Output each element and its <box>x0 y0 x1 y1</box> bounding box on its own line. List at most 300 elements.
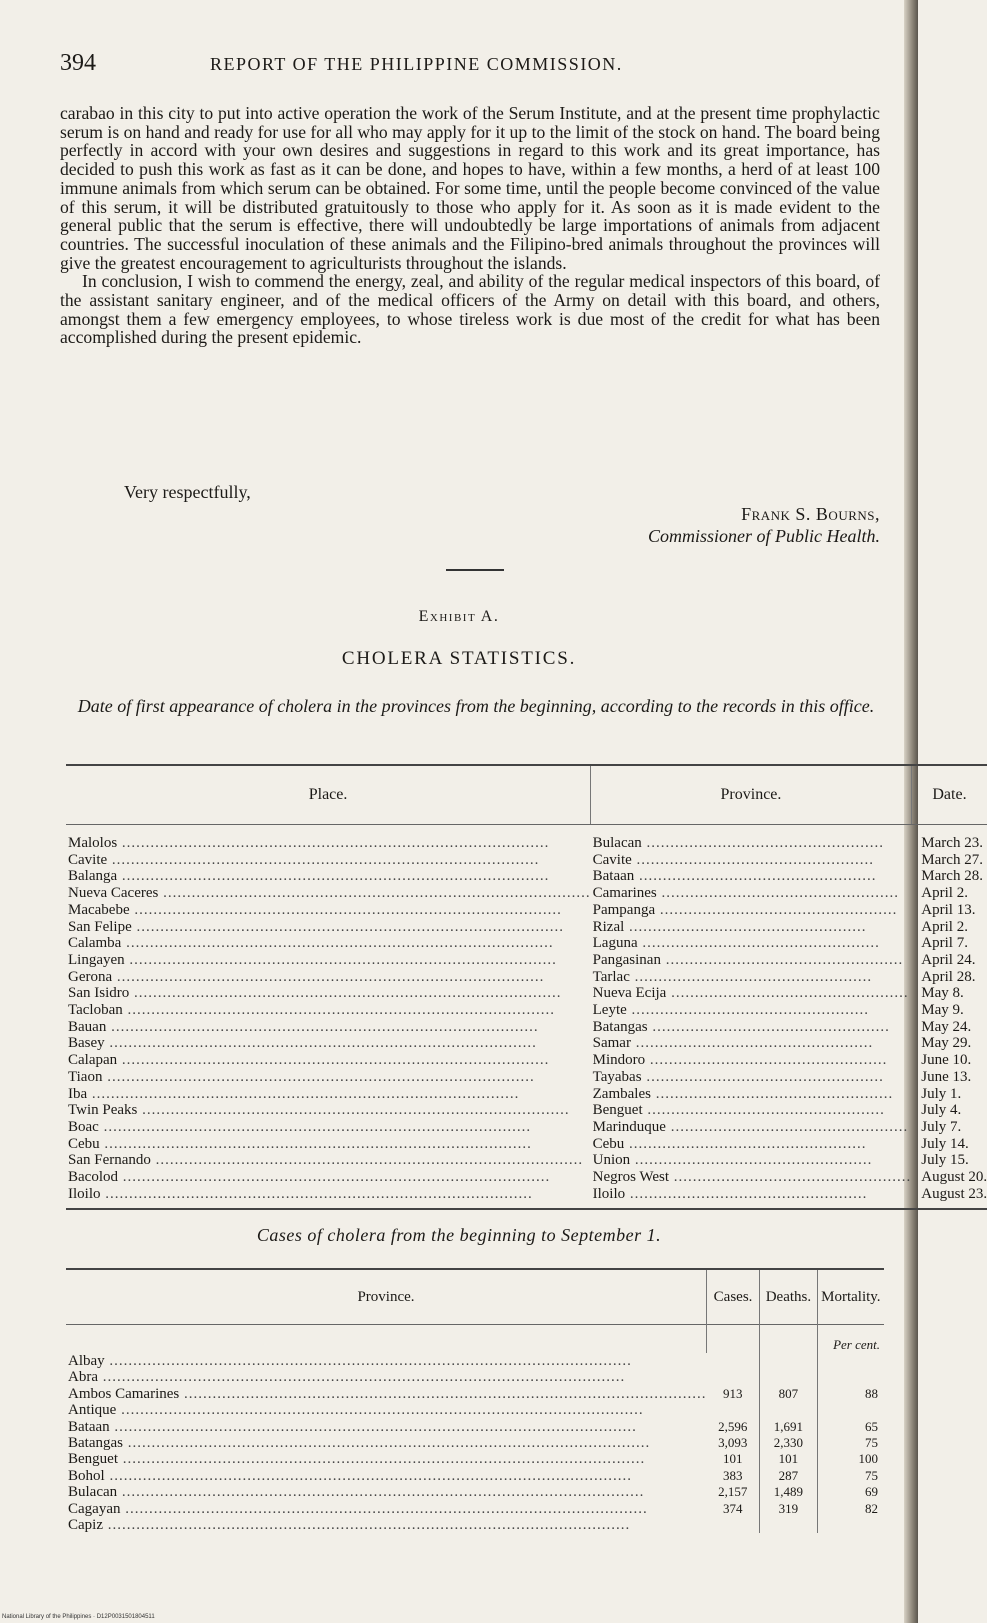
mortality-cell: 75 <box>865 1435 878 1451</box>
dot-leader: .............................................................................................................. <box>179 1385 707 1402</box>
dot-leader: .......................................................................................... <box>118 1169 551 1186</box>
place-cell <box>66 1035 591 1052</box>
province-cell <box>591 985 912 1002</box>
table-row <box>66 952 987 969</box>
province-cell <box>591 952 912 969</box>
dot-leader: .......................................................................................... <box>129 985 562 1002</box>
dot-leader: .................................................. <box>631 851 875 868</box>
province-cell-text: Tayabas <box>592 1068 642 1085</box>
deaths-cell: 287 <box>760 1468 818 1484</box>
paragraph-conclusion: In conclusion, I wish to commend the energy, zeal, and ability of the regular medical inspectors of this board, of the assistant sanitary engineer, and of the medical officers of the Army on detail with this board, and others, amongst them a few emergency employees, to whose tireless work is due most of the credit for what has been accomplished during the present epidemic. <box>60 271 880 348</box>
table-row <box>66 935 987 952</box>
province-cell-text: Bataan <box>592 868 635 885</box>
province-cell-text: Union <box>592 1152 631 1169</box>
date-cell-text: August 20. <box>921 1169 987 1186</box>
table-row <box>66 1102 987 1119</box>
place-cell-text: Iloilo <box>68 1185 101 1202</box>
mortality-cell: 65 <box>865 1418 878 1434</box>
dot-leader: .......................................................................................... <box>107 851 540 868</box>
mortality-cell <box>817 1353 884 1369</box>
first-appearance-table <box>66 764 987 1210</box>
dot-leader: .............................................................................................................. <box>118 1451 646 1468</box>
date-cell <box>911 852 987 869</box>
place-cell-text: Basey <box>68 1035 105 1052</box>
dot-leader: .................................................. <box>656 885 900 902</box>
dot-leader: .......................................................................................... <box>104 1035 537 1052</box>
date-cell <box>911 868 987 885</box>
cases-cell: 2,596 <box>706 1419 759 1435</box>
dot-leader: .................................................. <box>647 1018 890 1035</box>
dot-leader: .............................................................................................................. <box>117 1484 645 1501</box>
province-cell <box>591 902 912 919</box>
table-row <box>66 1152 987 1169</box>
table-row <box>66 969 987 986</box>
date-cell-text: April 7. <box>921 935 968 952</box>
date-cell-text: March 23. <box>921 835 983 851</box>
place-cell-text: Balanga <box>68 868 118 885</box>
table-row <box>66 885 987 902</box>
province-cell <box>591 1102 912 1119</box>
dot-leader: .............................................................................................................. <box>109 1418 637 1435</box>
province-cell-text: Zambales <box>592 1085 651 1102</box>
dot-leader: .......................................................................................... <box>100 1185 533 1202</box>
province-cell <box>591 1169 912 1186</box>
column-header-mortality: Mortality. <box>817 1269 884 1325</box>
column-header-deaths: Deaths. <box>760 1269 818 1325</box>
column-header-cases: Cases. <box>706 1269 759 1325</box>
mortality-cell: 69 <box>865 1484 878 1500</box>
table-row <box>66 1517 884 1533</box>
table-row <box>66 902 987 919</box>
paragraph-serum-institute: carabao in this city to put into active operation the work of the Serum Institute, and at the present time prophylactic serum is on hand and ready for use for all who may apply for it up to the limit of the stock on hand. The board being perfectly in accord with your own desires and suggestions in regard to this work and its great importance, has decided to push this work as fast as it can be done, and hopes to have, within a few months, a herd of at least 100 immune animals from which serum can be obtained. For some time, until the people become convinced of the value of this serum, it will be distributed gratuitously to those who apply for it. As soon as it is made evident to the general public that the serum is effective, there will undoubtedly be large importations of animals from adjacent countries. The successful inoculation of these animals and the Filipino-bred animals throughout the provinces will give the greatest encouragement to agriculturists throughout the islands. <box>60 103 880 273</box>
running-head: REPORT OF THE PHILIPPINE COMMISSION. <box>210 54 623 74</box>
place-cell <box>66 885 591 902</box>
deaths-cell: 319 <box>760 1501 818 1517</box>
table-row <box>66 1369 884 1385</box>
province-cell <box>66 1468 706 1484</box>
province-cell <box>66 1386 706 1402</box>
place-cell <box>66 935 591 952</box>
place-cell-text: Gerona <box>68 968 113 985</box>
province-cell <box>66 1484 706 1500</box>
dot-leader: .......................................................................................... <box>137 1102 570 1119</box>
table-row <box>66 1402 884 1418</box>
date-cell-text: May 24. <box>921 1018 972 1035</box>
province-cell-text: Ambos Camarines <box>68 1385 180 1402</box>
dot-leader: .............................................................................................................. <box>120 1500 648 1517</box>
province-cell-text: Pampanga <box>592 901 656 918</box>
place-cell-text: Twin Peaks <box>68 1102 138 1119</box>
date-cell <box>911 985 987 1002</box>
deaths-cell: 807 <box>760 1386 818 1402</box>
deaths-cell <box>760 1517 818 1533</box>
dot-leader: .......................................................................................... <box>117 1052 550 1069</box>
province-cell <box>591 1119 912 1136</box>
page-header <box>60 50 880 80</box>
place-cell <box>66 852 591 869</box>
table-row <box>66 1052 987 1069</box>
province-cell <box>66 1435 706 1451</box>
cases-cell: 383 <box>706 1468 759 1484</box>
deaths-cell: 2,330 <box>760 1435 818 1451</box>
province-cell-text: Samar <box>592 1035 631 1052</box>
date-cell <box>911 902 987 919</box>
column-header-province: Province. <box>66 1269 706 1325</box>
dot-leader: .................................................. <box>626 1002 870 1019</box>
province-cell <box>591 1069 912 1086</box>
scan-credit: National Library of the Philippines · D12P0031501804511 <box>2 1614 155 1620</box>
province-cell-text: Bataan <box>68 1418 110 1435</box>
province-cell <box>591 852 912 869</box>
table-row <box>66 1119 987 1136</box>
province-cell <box>591 1152 912 1169</box>
province-cell <box>66 1419 706 1435</box>
cases-cell: 2,157 <box>706 1484 759 1500</box>
province-cell <box>591 1035 912 1052</box>
signature-title: Commissioner of Public Health. <box>648 526 880 546</box>
cases-cell <box>706 1353 759 1369</box>
table-row <box>66 1019 987 1036</box>
first-appearance-rows <box>66 825 987 1210</box>
signature-name: Frank S. Bourns, <box>741 504 880 524</box>
table-row <box>66 919 987 936</box>
province-cell-text: Iloilo <box>592 1185 626 1202</box>
province-cell-text: Bulacan <box>592 835 642 851</box>
province-cell-text: Albay <box>68 1353 105 1369</box>
place-cell-text: San Fernando <box>68 1152 151 1169</box>
dot-leader: .......................................................................................... <box>98 1118 532 1135</box>
place-cell <box>66 1102 591 1119</box>
place-cell <box>66 902 591 919</box>
date-cell <box>911 1035 987 1052</box>
province-cell <box>591 868 912 885</box>
dot-leader: .......................................................................................... <box>129 901 562 918</box>
place-cell <box>66 1086 591 1103</box>
date-cell-text: April 13. <box>921 901 976 918</box>
place-cell-text: Tacloban <box>68 1002 123 1019</box>
dot-leader: .................................................. <box>625 1185 868 1202</box>
province-cell <box>591 885 912 902</box>
province-cell <box>66 1369 706 1385</box>
date-cell-text: July 4. <box>921 1102 962 1119</box>
date-cell <box>911 1002 987 1019</box>
cases-cell: 101 <box>706 1451 759 1467</box>
mortality-cell <box>817 1402 884 1418</box>
dot-leader: .......................................................................................... <box>112 968 545 985</box>
place-cell <box>66 1169 591 1186</box>
table-row <box>66 1468 884 1484</box>
date-cell <box>911 1136 987 1153</box>
date-cell <box>911 935 987 952</box>
date-cell <box>911 1119 987 1136</box>
place-cell <box>66 825 591 852</box>
table-row <box>66 1069 987 1086</box>
mortality-cell: 75 <box>865 1467 878 1483</box>
province-cell <box>66 1451 706 1467</box>
column-header-place: Place. <box>66 765 591 825</box>
date-cell-text: July 7. <box>921 1118 962 1135</box>
place-cell-text: Tiaon <box>68 1068 103 1085</box>
date-cell <box>911 1069 987 1086</box>
place-cell-text: Macabebe <box>68 901 130 918</box>
dot-leader: .............................................................................................................. <box>116 1402 644 1419</box>
province-cell <box>591 1186 912 1210</box>
deaths-cell <box>760 1402 818 1418</box>
cases-cell: 913 <box>706 1386 759 1402</box>
dot-leader: .................................................. <box>650 1085 894 1102</box>
date-cell <box>911 1169 987 1186</box>
table-1-caption: Date of first appearance of cholera in the provinces from the beginning, according to the records in this office. <box>77 696 875 716</box>
cases-rows <box>66 1325 884 1534</box>
province-cell-text: Cavite <box>592 851 632 868</box>
place-cell <box>66 919 591 936</box>
dot-leader: .......................................................................................... <box>99 1135 532 1152</box>
province-cell <box>591 935 912 952</box>
unit-row <box>66 1325 884 1354</box>
date-cell-text: July 14. <box>921 1135 969 1152</box>
table-row <box>66 1451 884 1467</box>
place-cell-text: Lingayen <box>68 951 125 968</box>
province-cell <box>591 1086 912 1103</box>
province-cell <box>66 1517 706 1533</box>
dot-leader: .................................................. <box>641 835 885 851</box>
province-cell-text: Bohol <box>68 1467 105 1484</box>
dot-leader: .......................................................................................... <box>121 935 554 952</box>
date-cell <box>911 952 987 969</box>
province-cell-text: Antique <box>68 1402 117 1419</box>
province-cell-text: Tarlac <box>592 968 630 985</box>
deaths-cell <box>760 1353 818 1369</box>
province-cell-text: Capiz <box>68 1517 103 1534</box>
dot-leader: .......................................................................................... <box>131 918 564 935</box>
table-row <box>66 825 987 852</box>
date-cell <box>911 1086 987 1103</box>
dot-leader: .......................................................................................... <box>117 835 550 851</box>
table-row <box>66 985 987 1002</box>
date-cell <box>911 969 987 986</box>
table-row <box>66 1419 884 1435</box>
mortality-cell: 82 <box>865 1500 878 1516</box>
date-cell-text: June 10. <box>921 1052 972 1069</box>
date-cell-text: July 1. <box>921 1085 962 1102</box>
dot-leader: .................................................. <box>642 1102 885 1119</box>
dot-leader: .............................................................................................................. <box>104 1467 632 1484</box>
province-cell <box>591 1019 912 1036</box>
table-row <box>66 1086 987 1103</box>
table-row <box>66 1386 884 1402</box>
dot-leader: .................................................. <box>629 968 873 985</box>
date-cell <box>911 1152 987 1169</box>
province-cell-text: Cagayan <box>68 1500 121 1517</box>
dot-leader: .................................................. <box>637 935 880 952</box>
place-cell-text: Cebu <box>68 1135 100 1152</box>
cases-cell: 374 <box>706 1501 759 1517</box>
date-cell <box>911 825 987 852</box>
report-body <box>60 104 880 347</box>
deaths-cell: 101 <box>760 1451 818 1467</box>
place-cell <box>66 1136 591 1153</box>
place-cell <box>66 1002 591 1019</box>
province-cell-text: Marinduque <box>592 1118 666 1135</box>
dot-leader: .......................................................................................... <box>106 1018 539 1035</box>
dot-leader: .......................................................................................... <box>158 885 591 902</box>
date-cell-text: April 28. <box>921 968 976 985</box>
cases-cell <box>706 1402 759 1418</box>
table-row <box>66 852 987 869</box>
date-cell <box>911 1186 987 1210</box>
dot-leader: .................................................. <box>669 1169 912 1186</box>
date-cell-text: May 8. <box>921 985 964 1002</box>
place-cell <box>66 1052 591 1069</box>
table-row <box>66 1136 987 1153</box>
mortality-cell: 88 <box>865 1385 878 1401</box>
place-cell-text: Iba <box>68 1085 88 1102</box>
mortality-cell: 100 <box>858 1451 878 1467</box>
mortality-cell <box>817 1369 884 1385</box>
place-cell-text: Boac <box>68 1118 99 1135</box>
date-cell-text: May 9. <box>921 1002 964 1019</box>
cases-cell <box>706 1517 759 1533</box>
dot-leader: .................................................. <box>630 1035 874 1052</box>
dot-leader: .......................................................................................... <box>102 1068 535 1085</box>
place-cell <box>66 1152 591 1169</box>
province-cell <box>66 1402 706 1418</box>
table-2-caption: Cases of cholera from the beginning to September 1. <box>256 1225 662 1245</box>
place-cell-text: San Isidro <box>68 985 130 1002</box>
province-cell-text: Batangas <box>68 1435 123 1452</box>
table-row <box>66 868 987 885</box>
section-divider <box>446 569 504 571</box>
province-cell <box>591 1052 912 1069</box>
date-cell <box>911 885 987 902</box>
date-cell-text: March 27. <box>921 851 983 868</box>
province-cell-text: Leyte <box>592 1002 627 1019</box>
place-cell-text: Bauan <box>68 1018 107 1035</box>
date-cell <box>911 1019 987 1036</box>
table-row <box>66 1002 987 1019</box>
table-row <box>66 1484 884 1500</box>
exhibit-title: Exhibit A. <box>418 608 500 625</box>
dot-leader: .................................................. <box>665 1118 909 1135</box>
table-row <box>66 1435 884 1451</box>
dot-leader: .................................................. <box>624 1135 867 1152</box>
place-cell-text: Malolos <box>68 835 118 851</box>
province-cell-text: Benguet <box>592 1102 643 1119</box>
place-cell <box>66 985 591 1002</box>
province-cell-text: Abra <box>68 1369 98 1386</box>
dot-leader: .............................................................................................................. <box>104 1353 632 1369</box>
dot-leader: .......................................................................................... <box>150 1152 584 1169</box>
province-cell-text: Pangasinan <box>592 951 661 968</box>
dot-leader: .................................................. <box>634 868 877 885</box>
place-cell-text: Calapan <box>68 1052 118 1069</box>
table-row <box>66 1186 987 1210</box>
column-header-province: Province. <box>591 765 912 825</box>
province-cell-text: Mindoro <box>592 1052 646 1069</box>
place-cell <box>66 1019 591 1036</box>
date-cell <box>911 919 987 936</box>
dot-leader: .................................................. <box>624 918 867 935</box>
date-cell-text: May 29. <box>921 1035 972 1052</box>
place-cell <box>66 1119 591 1136</box>
date-cell-text: April 2. <box>921 918 968 935</box>
dot-leader: .............................................................................................................. <box>122 1435 651 1452</box>
province-cell-text: Rizal <box>592 918 625 935</box>
date-cell-text: April 24. <box>921 951 976 968</box>
province-cell <box>591 919 912 936</box>
deaths-cell: 1,489 <box>760 1484 818 1500</box>
mortality-cell <box>817 1517 884 1533</box>
date-cell-text: April 2. <box>921 885 968 902</box>
page-number: 394 <box>60 50 96 76</box>
place-cell <box>66 1069 591 1086</box>
cases-table <box>66 1268 884 1533</box>
dot-leader: .......................................................................................... <box>122 1002 556 1019</box>
dot-leader: .................................................. <box>645 1052 888 1069</box>
province-cell-text: Bulacan <box>68 1484 118 1501</box>
province-cell-text: Negros West <box>592 1169 670 1186</box>
place-cell-text: Bacolod <box>68 1169 118 1186</box>
place-cell-text: San Felipe <box>68 918 132 935</box>
table-row <box>66 1501 884 1517</box>
province-cell <box>591 1002 912 1019</box>
place-cell-text: Calamba <box>68 935 122 952</box>
province-cell <box>66 1353 706 1369</box>
place-cell <box>66 969 591 986</box>
date-cell-text: August 23. <box>921 1185 987 1202</box>
province-cell <box>591 969 912 986</box>
dot-leader: .................................................. <box>666 985 909 1002</box>
province-cell <box>591 1136 912 1153</box>
section-title: CHOLERA STATISTICS. <box>341 648 577 669</box>
place-cell-text: Cavite <box>68 851 108 868</box>
date-cell <box>911 1052 987 1069</box>
mortality-unit: Per cent. <box>817 1325 884 1354</box>
table-row <box>66 1035 987 1052</box>
place-cell <box>66 868 591 885</box>
dot-leader: .......................................................................................... <box>87 1085 520 1102</box>
dot-leader: .................................................. <box>641 1068 884 1085</box>
signature-block <box>648 503 880 547</box>
place-cell-text: Nueva Caceres <box>68 885 159 902</box>
date-cell-text: July 15. <box>921 1152 969 1169</box>
province-cell <box>591 825 912 852</box>
place-cell <box>66 1186 591 1210</box>
dot-leader: .......................................................................................... <box>117 868 550 885</box>
province-cell-text: Batangas <box>592 1018 648 1035</box>
deaths-cell: 1,691 <box>760 1419 818 1435</box>
province-cell-text: Camarines <box>592 885 657 902</box>
column-header-date: Date. <box>911 765 987 825</box>
dot-leader: .............................................................................................................. <box>103 1517 631 1534</box>
table-row <box>66 1353 884 1369</box>
province-cell-text: Nueva Ecija <box>592 985 667 1002</box>
dot-leader: .................................................. <box>630 1152 873 1169</box>
province-cell-text: Laguna <box>592 935 638 952</box>
date-cell <box>911 1102 987 1119</box>
dot-leader: .................................................. <box>655 901 898 918</box>
place-cell <box>66 952 591 969</box>
province-cell-text: Cebu <box>592 1135 625 1152</box>
cases-cell <box>706 1369 759 1385</box>
deaths-cell <box>760 1369 818 1385</box>
table-row <box>66 1169 987 1186</box>
date-cell-text: March 28. <box>921 868 983 885</box>
date-cell-text: June 13. <box>921 1068 972 1085</box>
dot-leader: .......................................................................................... <box>124 951 557 968</box>
dot-leader: .................................................. <box>660 951 904 968</box>
province-cell-text: Benguet <box>68 1451 118 1468</box>
